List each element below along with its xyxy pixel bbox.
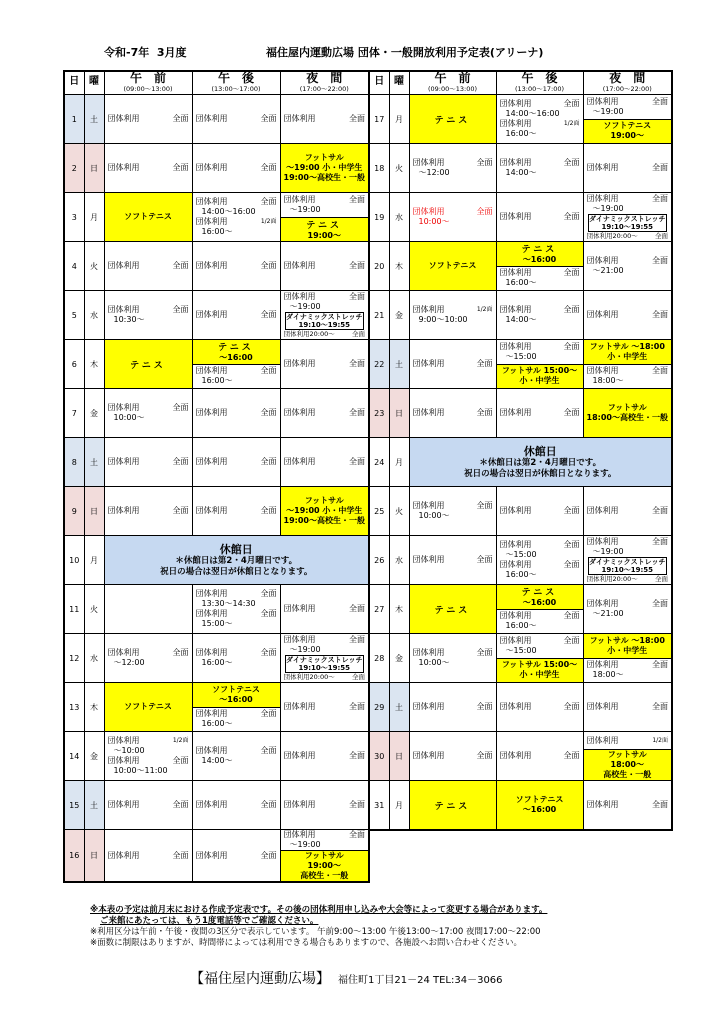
day-row (369, 732, 672, 781)
day-row (64, 634, 369, 683)
night-cell: 団体利用 全面 (583, 781, 672, 831)
era: 令和-7年 (104, 46, 150, 59)
day-row (64, 536, 369, 585)
night-cell: 団体利用 全面 ～19:00 ソフトテニス 19:00～ (583, 95, 672, 144)
weekday: 金 (389, 634, 409, 683)
am-cell: テニス (104, 340, 192, 389)
weekday: 月 (84, 536, 104, 585)
day-row (64, 438, 369, 487)
weekday: 日 (389, 389, 409, 438)
pm-cell: 団体利用 全面 (192, 830, 280, 883)
day-row (369, 683, 672, 732)
am-cell: 団体利用 1/2面 9:00～10:00 (409, 291, 496, 340)
am-cell: 団体利用 全面 10:30～ (104, 291, 192, 340)
am-cell: 団体利用 全面 (409, 389, 496, 438)
day-row (369, 487, 672, 536)
header-pm: 午後 (13:00～17:00) (192, 71, 280, 95)
night-cell: 団体利用 全面 ～19:00 ダイナミックストレッチ 19:10～19:55 団体利用20:00～ 全面 (280, 291, 369, 340)
day-row (64, 389, 369, 438)
night-cell: 団体利用 1/2面 フットサル 18:00～ 高校生・一般 (583, 732, 672, 781)
day-number: 8 (64, 438, 84, 487)
header-day: 日 (64, 71, 84, 95)
night-cell: 団体利用 全面 (280, 389, 369, 438)
am-cell: 団体利用 1/2面 ～10:00 団体利用 全面 10:00～11:00 (104, 732, 192, 781)
am-cell: 団体利用 全面 (409, 732, 496, 781)
header-am: 午前 (09:00～13:00) (104, 71, 192, 95)
am-cell: 団体利用 全面 10:00～ (409, 487, 496, 536)
pm-cell: 団体利用 全面 (496, 683, 583, 732)
page-title (100, 44, 664, 60)
pm-cell: 団体利用 全面 (192, 487, 280, 536)
pm-cell: 団体利用 全面 ～15:00 フットサル 15:00～ 小・中学生 (496, 340, 583, 389)
night-cell: 団体利用 全面 (583, 291, 672, 340)
day-number: 30 (369, 732, 389, 781)
am-cell: ソフトテニス (104, 683, 192, 732)
night-cell: 団体利用 全面 (280, 732, 369, 781)
pm-cell: 団体利用 全面 (496, 732, 583, 781)
am-cell (104, 585, 192, 634)
weekday: 日 (389, 732, 409, 781)
weekday: 金 (389, 291, 409, 340)
day-row (369, 340, 672, 389)
night-cell: 団体利用 全面 (583, 683, 672, 732)
day-number: 22 (369, 340, 389, 389)
night-cell: 団体利用 全面 ～19:00 フットサル 19:00～ 高校生・一般 (280, 830, 369, 883)
pm-cell: 団体利用 全面 14:00～16:00 団体利用 1/2面 16:00～ (192, 193, 280, 242)
pm-cell: 団体利用 全面 (192, 291, 280, 340)
day-row (64, 291, 369, 340)
day-number: 27 (369, 585, 389, 634)
weekday: 火 (389, 487, 409, 536)
pm-cell: 団体利用 全面 13:30～14:30 団体利用 全面 15:00～ (192, 585, 280, 634)
weekday: 水 (389, 536, 409, 585)
night-cell: 団体利用 全面 ～21:00 (583, 242, 672, 291)
closed-cell: 休館日 ＊休館日は第2・4月曜日です。 祝日の場合は翌日が休館日となります。 (409, 438, 672, 487)
am-cell: 団体利用 全面 (104, 781, 192, 830)
weekday: 日 (84, 487, 104, 536)
day-row (369, 144, 672, 193)
pm-cell: 団体利用 全面 (192, 438, 280, 487)
day-number: 3 (64, 193, 84, 242)
night-cell: フットサル ～19:00 小・中学生 19:00～高校生・一般 (280, 487, 369, 536)
am-cell: 団体利用 全面 ～12:00 (104, 634, 192, 683)
day-number: 28 (369, 634, 389, 683)
pm-cell: 団体利用 全面 (192, 144, 280, 193)
notes (90, 905, 690, 949)
note-3: ※利用区分は午前・午後・夜間の3区分で表示しています。 午前9:00～13:00 午後13:00～17:00 夜間17:00～22:00 (90, 927, 541, 937)
day-row (64, 683, 369, 732)
day-number: 19 (369, 193, 389, 242)
day-number: 31 (369, 781, 389, 831)
night-cell: 団体利用 全面 (280, 781, 369, 830)
pm-cell: 団体利用 全面 (192, 781, 280, 830)
day-row (64, 193, 369, 242)
day-number: 16 (64, 830, 84, 883)
night-cell: 団体利用 全面 (280, 340, 369, 389)
header-day: 日 (369, 71, 389, 95)
night-cell: 団体利用 全面 (280, 438, 369, 487)
note-2: ご来館にあたっては、もう1度電話等でご確認ください。 (100, 916, 319, 926)
day-row (369, 585, 672, 634)
night-cell: フットサル ～19:00 小・中学生 19:00～高校生・一般 (280, 144, 369, 193)
am-cell: ソフトテニス (409, 242, 496, 291)
day-row (64, 830, 369, 883)
am-cell: 団体利用 全面 (409, 340, 496, 389)
am-cell: 団体利用 全面 (104, 144, 192, 193)
day-row (64, 144, 369, 193)
night-cell: 団体利用 全面 ～19:00 ダイナミックストレッチ 19:10～19:55 団体利用20:00～ 全面 (583, 536, 672, 585)
day-number: 2 (64, 144, 84, 193)
day-row (64, 781, 369, 830)
night-cell: 団体利用 全面 (583, 487, 672, 536)
day-number: 7 (64, 389, 84, 438)
am-cell: 団体利用 全面 (104, 438, 192, 487)
weekday: 土 (84, 781, 104, 830)
weekday: 木 (84, 683, 104, 732)
day-number: 5 (64, 291, 84, 340)
header-night: 夜間 (17:00～22:00) (583, 71, 672, 95)
day-number: 29 (369, 683, 389, 732)
pm-cell: 団体利用 全面 14:00～ (192, 732, 280, 781)
am-cell: 団体利用 全面 10:00～ (409, 634, 496, 683)
weekday: 水 (84, 291, 104, 340)
am-cell: 団体利用 全面 (409, 683, 496, 732)
day-row (64, 95, 369, 144)
day-number: 26 (369, 536, 389, 585)
weekday: 土 (84, 95, 104, 144)
day-row (369, 634, 672, 683)
day-number: 9 (64, 487, 84, 536)
weekday: 土 (389, 683, 409, 732)
night-cell: フットサル ～18:00 小・中学生 団体利用 全面 18:00～ (583, 340, 672, 389)
weekday: 木 (389, 585, 409, 634)
day-row (64, 242, 369, 291)
day-number: 21 (369, 291, 389, 340)
header-weekday: 曜 (389, 71, 409, 95)
day-row (64, 732, 369, 781)
day-number: 12 (64, 634, 84, 683)
night-cell: 団体利用 全面 ～19:00 テニス 19:00～ (280, 193, 369, 242)
night-cell: 団体利用 全面 (280, 585, 369, 634)
day-row (369, 389, 672, 438)
day-number: 17 (369, 95, 389, 144)
footer-address: 福住町1丁目21－24 TEL:34－3066 (338, 975, 503, 986)
pm-cell: 団体利用 全面 (496, 389, 583, 438)
night-cell: フットサル ～18:00 小・中学生 団体利用 全面 18:00～ (583, 634, 672, 683)
day-row (369, 291, 672, 340)
day-number: 1 (64, 95, 84, 144)
weekday: 木 (389, 242, 409, 291)
weekday: 月 (389, 781, 409, 831)
night-cell: 団体利用 全面 ～21:00 (583, 585, 672, 634)
night-cell: 団体利用 全面 (280, 95, 369, 144)
pm-cell: ソフトテニス ～16:00 団体利用 全面 16:00～ (192, 683, 280, 732)
weekday: 土 (84, 438, 104, 487)
weekday: 水 (84, 634, 104, 683)
night-cell: 団体利用 全面 ～19:00 ダイナミックストレッチ 19:10～19:55 団体利用20:00～ 全面 (280, 634, 369, 683)
night-cell: 団体利用 全面 (280, 683, 369, 732)
closed-cell: 休館日 ＊休館日は第2・4月曜日です。 祝日の場合は翌日が休館日となります。 (104, 536, 369, 585)
weekday: 木 (84, 340, 104, 389)
day-number: 4 (64, 242, 84, 291)
day-row (64, 585, 369, 634)
night-cell: 団体利用 全面 (280, 242, 369, 291)
pm-cell: 団体利用 全面 16:00～ (192, 634, 280, 683)
day-row (369, 781, 672, 831)
pm-cell: 団体利用 全面 (192, 95, 280, 144)
day-row (369, 242, 672, 291)
day-number: 18 (369, 144, 389, 193)
day-number: 6 (64, 340, 84, 389)
weekday: 日 (84, 144, 104, 193)
pm-cell: 団体利用 全面 (192, 242, 280, 291)
day-number: 14 (64, 732, 84, 781)
pm-cell: 団体利用 全面 14:00～ (496, 144, 583, 193)
pm-cell: テニス ～16:00 団体利用 全面 16:00～ (496, 585, 583, 634)
note-4: ※面数に制限はありますが、時間帯によっては利用できる場合もありますので、各施設へお問い合わせください。 (90, 938, 522, 948)
weekday: 月 (389, 95, 409, 144)
pm-cell: 団体利用 全面 ～15:00 フットサル 15:00～ 小・中学生 (496, 634, 583, 683)
day-row (369, 438, 672, 487)
weekday: 土 (389, 340, 409, 389)
am-cell: ソフトテニス (104, 193, 192, 242)
pm-cell: 団体利用 全面 14:00～16:00 団体利用 1/2面 16:00～ (496, 95, 583, 144)
am-cell: 団体利用 全面 (104, 487, 192, 536)
am-cell: 団体利用 全面 (104, 95, 192, 144)
weekday: 水 (389, 193, 409, 242)
month: 3月度 (156, 46, 187, 59)
pm-cell: ソフトテニス ～16:00 (496, 781, 583, 831)
day-number: 11 (64, 585, 84, 634)
header-weekday: 曜 (84, 71, 104, 95)
pm-cell: 団体利用 全面 14:00～ (496, 291, 583, 340)
pm-cell: 団体利用 全面 (192, 389, 280, 438)
am-cell: 団体利用 全面 (409, 536, 496, 585)
pm-cell: 団体利用 全面 ～15:00 団体利用 全面 16:00～ (496, 536, 583, 585)
am-cell: 団体利用 全面 10:00～ (104, 389, 192, 438)
am-cell: 団体利用 全面 (104, 242, 192, 291)
night-cell: フットサル 18:00～高校生・一般 (583, 389, 672, 438)
night-cell: 団体利用 全面 ～19:00 ダイナミックストレッチ 19:10～19:55 団体利用20:00～ 全面 (583, 193, 672, 242)
pm-cell: テニス ～16:00 団体利用 全面 16:00～ (192, 340, 280, 389)
day-number: 24 (369, 438, 389, 487)
pm-cell: テニス ～16:00 団体利用 全面 16:00～ (496, 242, 583, 291)
weekday: 月 (84, 193, 104, 242)
facility-title: 福住屋内運動広場 団体・一般開放利用予定表(アリーナ) (266, 46, 544, 59)
day-row (369, 536, 672, 585)
day-row (64, 340, 369, 389)
pm-cell: 団体利用 全面 (496, 193, 583, 242)
am-cell: 団体利用 全面 ～12:00 (409, 144, 496, 193)
day-number: 13 (64, 683, 84, 732)
weekday: 金 (84, 732, 104, 781)
day-row (64, 487, 369, 536)
weekday: 日 (84, 830, 104, 883)
schedule-table-left (63, 70, 370, 883)
am-cell: 団体利用 全面 (104, 830, 192, 883)
night-cell: 団体利用 全面 (583, 144, 672, 193)
weekday: 火 (84, 585, 104, 634)
header-am: 午前 (09:00～13:00) (409, 71, 496, 95)
am-cell: 団体利用 全面 10:00～ (409, 193, 496, 242)
day-row (369, 95, 672, 144)
am-cell: テニス (409, 95, 496, 144)
footer (190, 968, 503, 988)
day-number: 25 (369, 487, 389, 536)
day-number: 10 (64, 536, 84, 585)
note-1: ※本表の予定は前月末における作成予定表です。その後の団体利用申し込みや大会等によって変更する場合があります。 (90, 905, 548, 915)
weekday: 月 (389, 438, 409, 487)
footer-name: 【福住屋内運動広場】 (190, 971, 330, 987)
day-number: 23 (369, 389, 389, 438)
day-number: 20 (369, 242, 389, 291)
day-row (369, 193, 672, 242)
day-number: 15 (64, 781, 84, 830)
schedule-table-right (368, 70, 673, 831)
weekday: 火 (84, 242, 104, 291)
weekday: 火 (389, 144, 409, 193)
am-cell: テニス (409, 781, 496, 831)
header-pm: 午後 (13:00～17:00) (496, 71, 583, 95)
am-cell: テニス (409, 585, 496, 634)
pm-cell: 団体利用 全面 (496, 487, 583, 536)
weekday: 金 (84, 389, 104, 438)
header-night: 夜間 (17:00～22:00) (280, 71, 369, 95)
